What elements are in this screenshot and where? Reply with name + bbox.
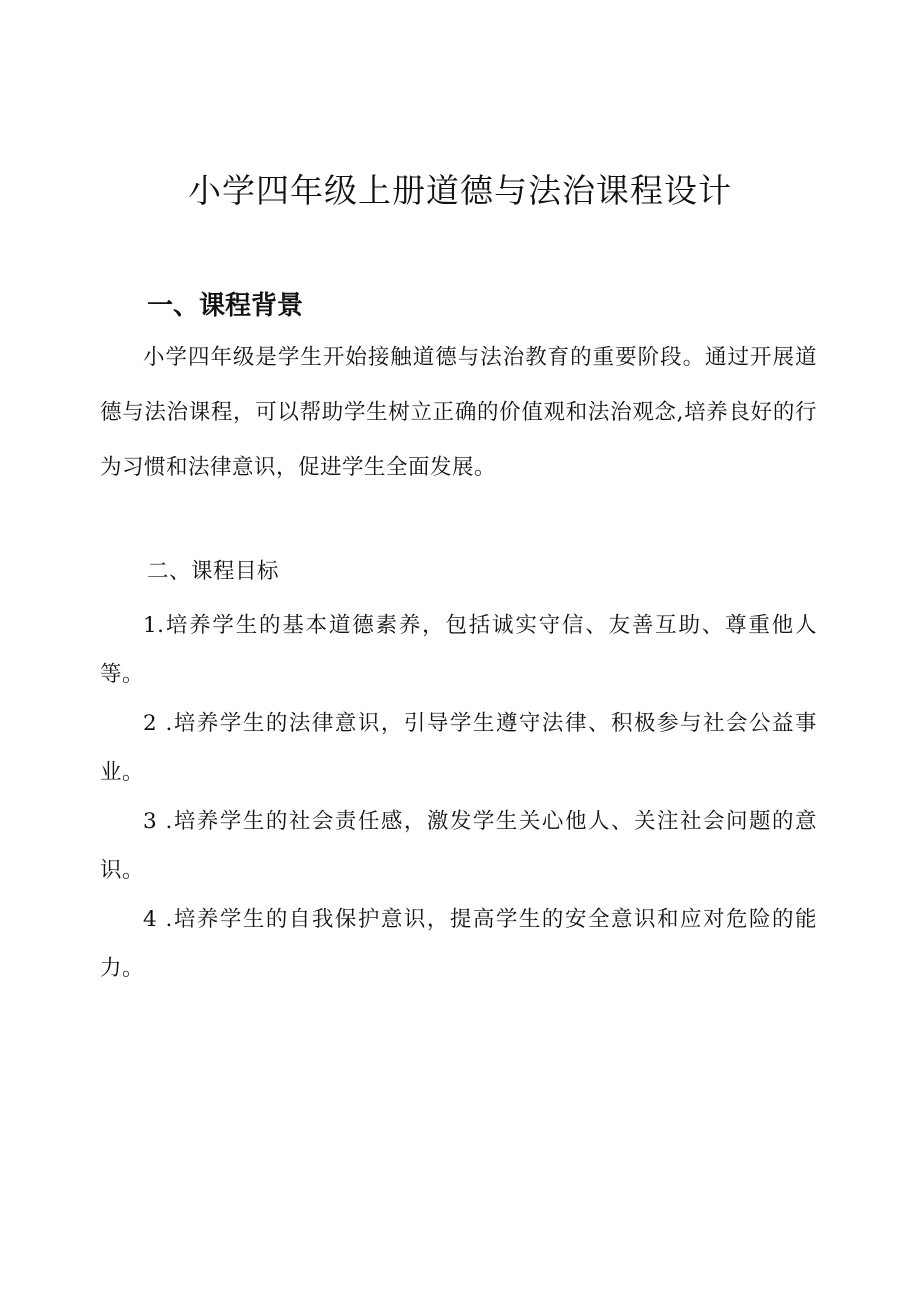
- goal-item-1: 1.培养学生的基本道德素养，包括诚实守信、友善互助、尊重他人等。: [100, 613, 817, 687]
- section-heading-background: 一、课程背景: [147, 291, 304, 321]
- goal-list: [100, 601, 817, 993]
- goal-item-3: 3 .培养学生的社会责任感，激发学生关心他人、关注社会问题的意识。: [100, 809, 817, 883]
- document-title: 小学四年级上册道德与法治课程设计: [188, 171, 732, 210]
- goal-item-4: 4 .培养学生的自我保护意识，提高学生的安全意识和应对危险的能力。: [100, 907, 817, 981]
- background-paragraph: 小学四年级是学生开始接触道德与法治教育的重要阶段。通过开展道德与法治课程，可以帮助学生树立正确的价值观和法治观念,培养良好的行为习惯和法律意识，促进学生全面发展。: [100, 345, 817, 480]
- section-heading-goals: 二、课程目标: [147, 559, 280, 584]
- goal-item-2: 2 .培养学生的法律意识，引导学生遵守法律、积极参与社会公益事业。: [100, 711, 817, 785]
